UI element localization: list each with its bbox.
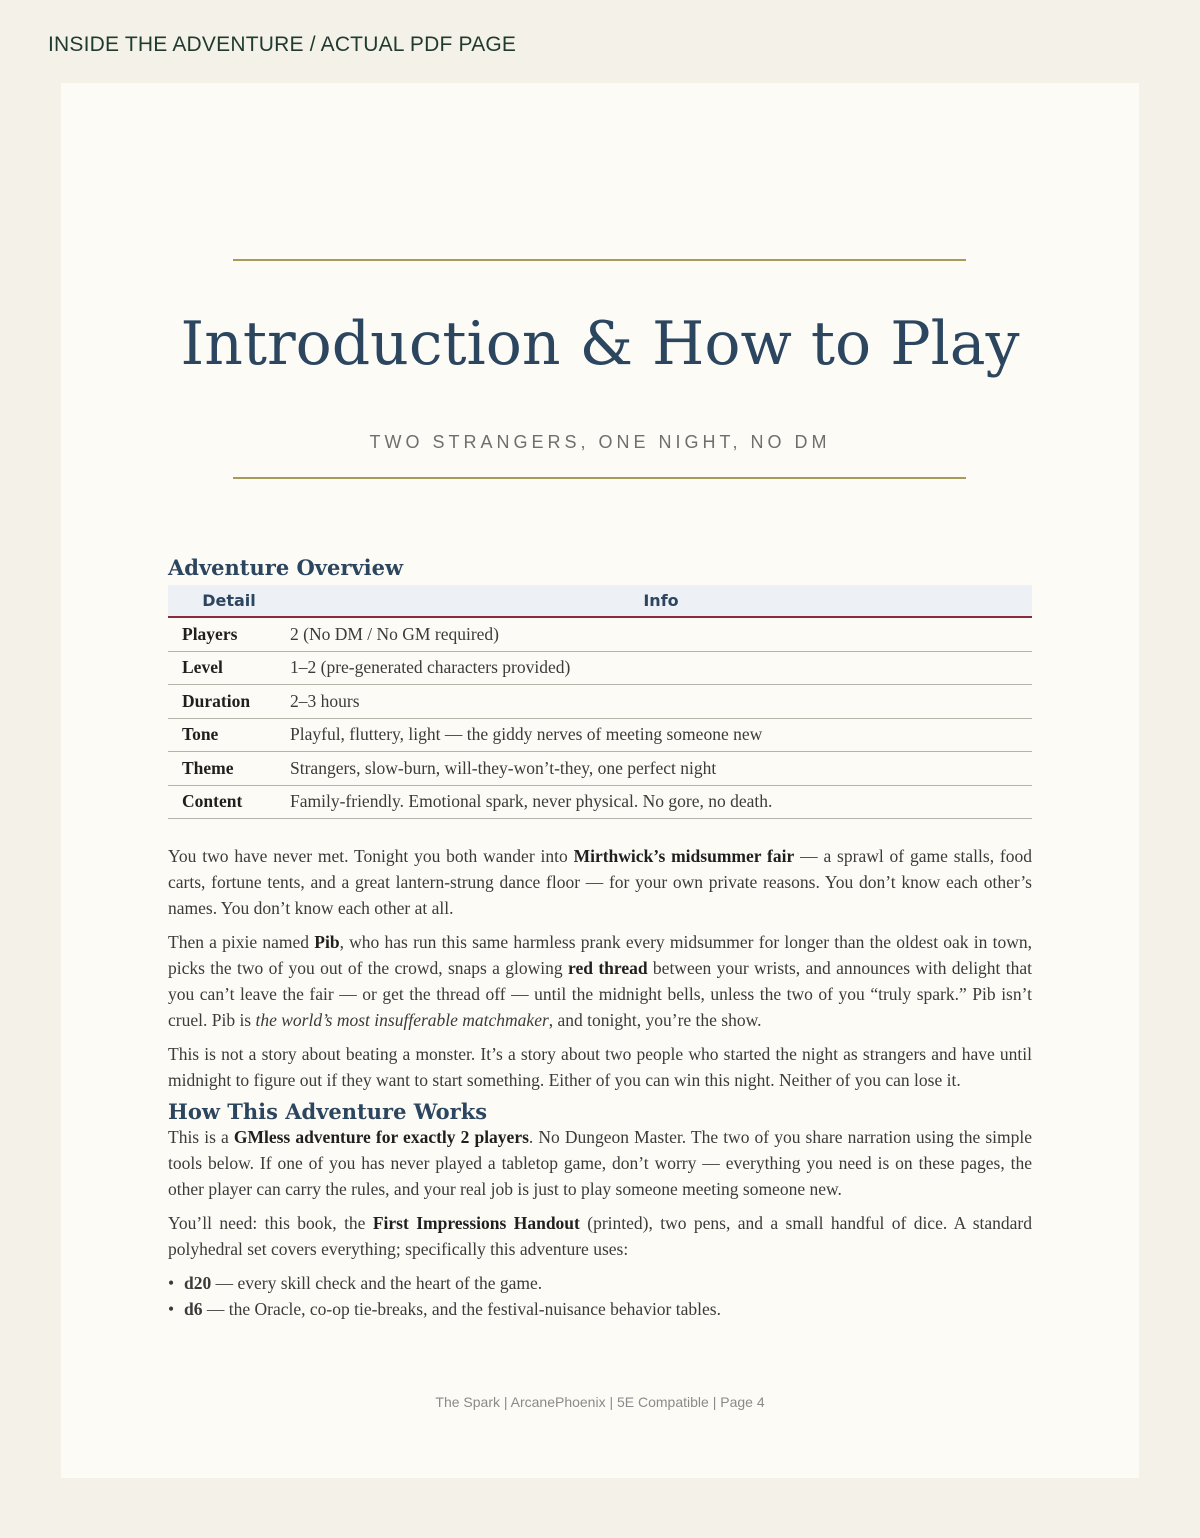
text-bold: d20 xyxy=(184,1273,212,1293)
text-italic: the world’s most insufferable matchmaker xyxy=(255,1010,549,1030)
page-footer: The Spark | ArcanePhoenix | 5E Compatible | Page 4 xyxy=(435,1394,765,1410)
text-run: — the Oracle, co-op tie-breaks, and the festival-nuisance behavior tables. xyxy=(202,1299,721,1319)
table-header-info: Info xyxy=(290,585,1032,617)
table-header-detail: Detail xyxy=(168,585,290,617)
table-row xyxy=(168,785,1032,819)
table-cell-detail: Duration xyxy=(168,685,290,719)
table-cell-detail: Players xyxy=(168,617,290,651)
text-run: (printed), two pens, and a small handful of dice. A standard polyhedral set covers everything; specifically this adventure uses: xyxy=(168,1213,1032,1259)
dice-list xyxy=(168,1270,1032,1322)
pdf-page xyxy=(61,83,1139,1478)
section-heading-how-it-works: How This Adventure Works xyxy=(168,1099,488,1124)
bullet-glyph: • xyxy=(168,1273,175,1293)
table-cell-detail: Level xyxy=(168,651,290,685)
overview-table xyxy=(168,585,1032,819)
paragraph-intro xyxy=(168,843,1032,921)
text-run: . No Dungeon Master. The two of you share narration using the simple tools below. If one of you has never played a tabletop game, don’t worry — everything you need is on these pages, the other player can carry the rules, and your real job is just to play someone meeting someone new. xyxy=(168,1127,1032,1199)
text-run: between your wrists, and announces with delight that you can’t leave the fair — or get the thread off — until the midnight bells, unless the two of you “truly spark.” Pib isn’t cruel. Pib is xyxy=(168,958,1033,1030)
table-cell-info: 2 (No DM / No GM required) xyxy=(290,617,1032,651)
paragraph-pib xyxy=(168,929,1032,1033)
table-row xyxy=(168,651,1032,685)
text-bold: red thread xyxy=(568,958,648,978)
text-run: , and tonight, you’re the show. xyxy=(548,1010,762,1030)
text-bold: First Impressions Handout xyxy=(372,1213,580,1233)
text-run: — a sprawl of game stalls, food carts, fortune tents, and a great lantern-strung dance floor — for your own private reasons. You don’t know each other’s names. You don’t know each other at all. xyxy=(168,846,1032,918)
page-content xyxy=(168,555,1032,1322)
text-bold: d6 xyxy=(184,1299,203,1319)
list-item xyxy=(168,1296,1032,1322)
text-run: Then a pixie named xyxy=(168,932,315,952)
bullet-glyph: • xyxy=(168,1299,175,1319)
table-header-row xyxy=(168,585,1032,617)
table-row xyxy=(168,617,1032,651)
page-subtitle: TWO STRANGERS, ONE NIGHT, NO DM xyxy=(369,432,831,452)
table-cell-info: 1–2 (pre-generated characters provided) xyxy=(290,651,1032,685)
paragraph-needs xyxy=(168,1210,1032,1262)
text-run: — every skill check and the heart of the game. xyxy=(211,1273,543,1293)
table-row xyxy=(168,685,1032,719)
section-heading-overview: Adventure Overview xyxy=(168,555,404,580)
title-rule-top xyxy=(233,259,966,261)
title-rule-bottom xyxy=(233,477,966,479)
list-item xyxy=(168,1270,1032,1296)
table-cell-info: Strangers, slow-burn, will-they-won’t-they, one perfect night xyxy=(290,752,1032,786)
table-row xyxy=(168,718,1032,752)
table-cell-detail: Content xyxy=(168,785,290,819)
text-run: You’ll need: this book, the xyxy=(168,1213,373,1233)
text-run: You two have never met. Tonight you both wander into xyxy=(168,846,574,866)
text-run: This is a xyxy=(168,1127,234,1147)
header-label: INSIDE THE ADVENTURE / ACTUAL PDF PAGE xyxy=(48,33,517,56)
table-row xyxy=(168,752,1032,786)
text-bold: Mirthwick’s midsummer fair xyxy=(573,846,795,866)
table-cell-detail: Tone xyxy=(168,718,290,752)
table-cell-detail: Theme xyxy=(168,752,290,786)
table-cell-info: Playful, fluttery, light — the giddy nerves of meeting someone new xyxy=(290,718,1032,752)
page-title: Introduction & How to Play xyxy=(180,309,1020,379)
table-cell-info: 2–3 hours xyxy=(290,685,1032,719)
text-bold: Pib xyxy=(314,932,340,952)
paragraph-gmless xyxy=(168,1124,1032,1202)
text-bold: GMless adventure for exactly 2 players xyxy=(233,1127,529,1147)
paragraph-story: This is not a story about beating a monster. It’s a story about two people who started the night as strangers and have until midnight to figure out if they want to start something. Either of you can win this night. Neither of you can lose it. xyxy=(168,1044,1032,1090)
text-run: , who has run this same harmless prank every midsummer for longer than the oldest oak in town, picks the two of you out of the crowd, snaps a glowing xyxy=(168,932,1032,978)
table-cell-info: Family-friendly. Emotional spark, never physical. No gore, no death. xyxy=(290,785,1032,819)
